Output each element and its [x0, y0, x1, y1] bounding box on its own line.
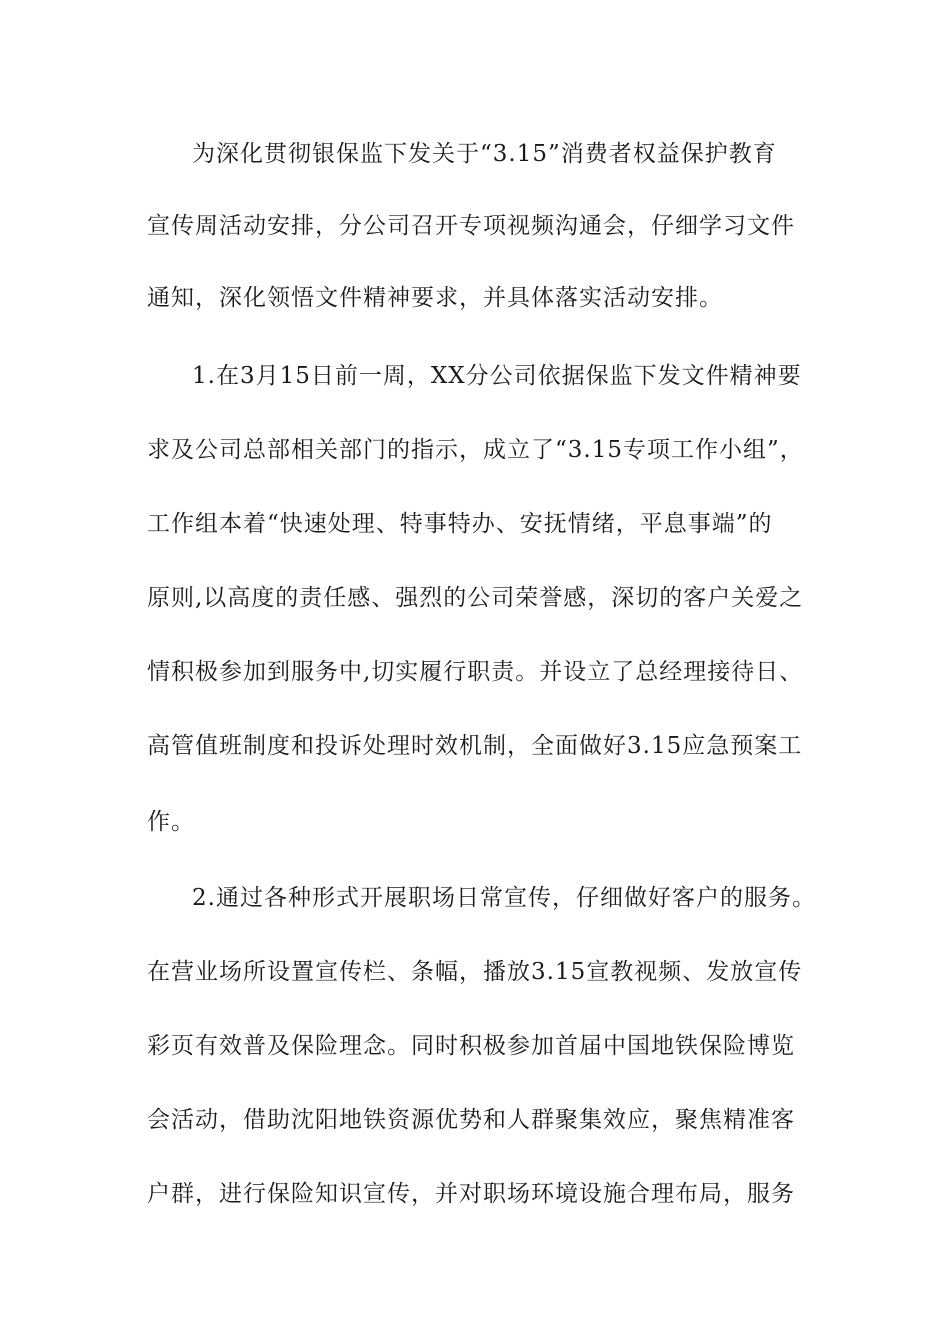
- paragraph-3-line-4: 会活动，借助沈阳地铁资源优势和人群聚集效应，聚焦精准客: [147, 1107, 795, 1133]
- paragraph-2-line-3: 工作组本着“快速处理、特事特办、安抚情绪，平息事端”的: [147, 511, 773, 537]
- paragraph-2-line-2: 求及公司总部相关部门的指示，成立了“3.15专项工作小组”，: [147, 437, 804, 463]
- paragraph-2-line-7: 作。: [147, 809, 195, 835]
- paragraph-1-line-3: 通知，深化领悟文件精神要求，并具体落实活动安排。: [147, 285, 723, 311]
- paragraph-3-line-2: 在营业场所设置宣传栏、条幅，播放3.15宣教视频、发放宣传: [147, 959, 803, 985]
- paragraph-2-line-5: 情积极参加到服务中,切实履行职责。并设立了总经理接待日、: [147, 659, 804, 685]
- paragraph-3-line-3: 彩页有效普及保险理念。同时积极参加首届中国地铁保险博览: [147, 1033, 795, 1059]
- paragraph-1-line-1: 为深化贯彻银保监下发关于“3.15”消费者权益保护教育: [192, 141, 777, 167]
- paragraph-2-line-4: 原则,以高度的责任感、强烈的公司荣誉感，深切的客户关爱之: [147, 585, 804, 611]
- paragraph-2-line-1: 1.在3月15日前一周，XX分公司依据保监下发文件精神要: [192, 363, 802, 389]
- paragraph-3-line-1: 2.通过各种形式开展职场日常宣传，仔细做好客户的服务。: [192, 885, 816, 911]
- paragraph-1-line-2: 宣传周活动安排，分公司召开专项视频沟通会，仔细学习文件: [147, 213, 795, 239]
- paragraph-3-line-5: 户群，进行保险知识宣传，并对职场环境设施合理布局，服务: [147, 1181, 795, 1207]
- paragraph-2-line-6: 高管值班制度和投诉处理时效机制，全面做好3.15应急预案工: [147, 733, 803, 759]
